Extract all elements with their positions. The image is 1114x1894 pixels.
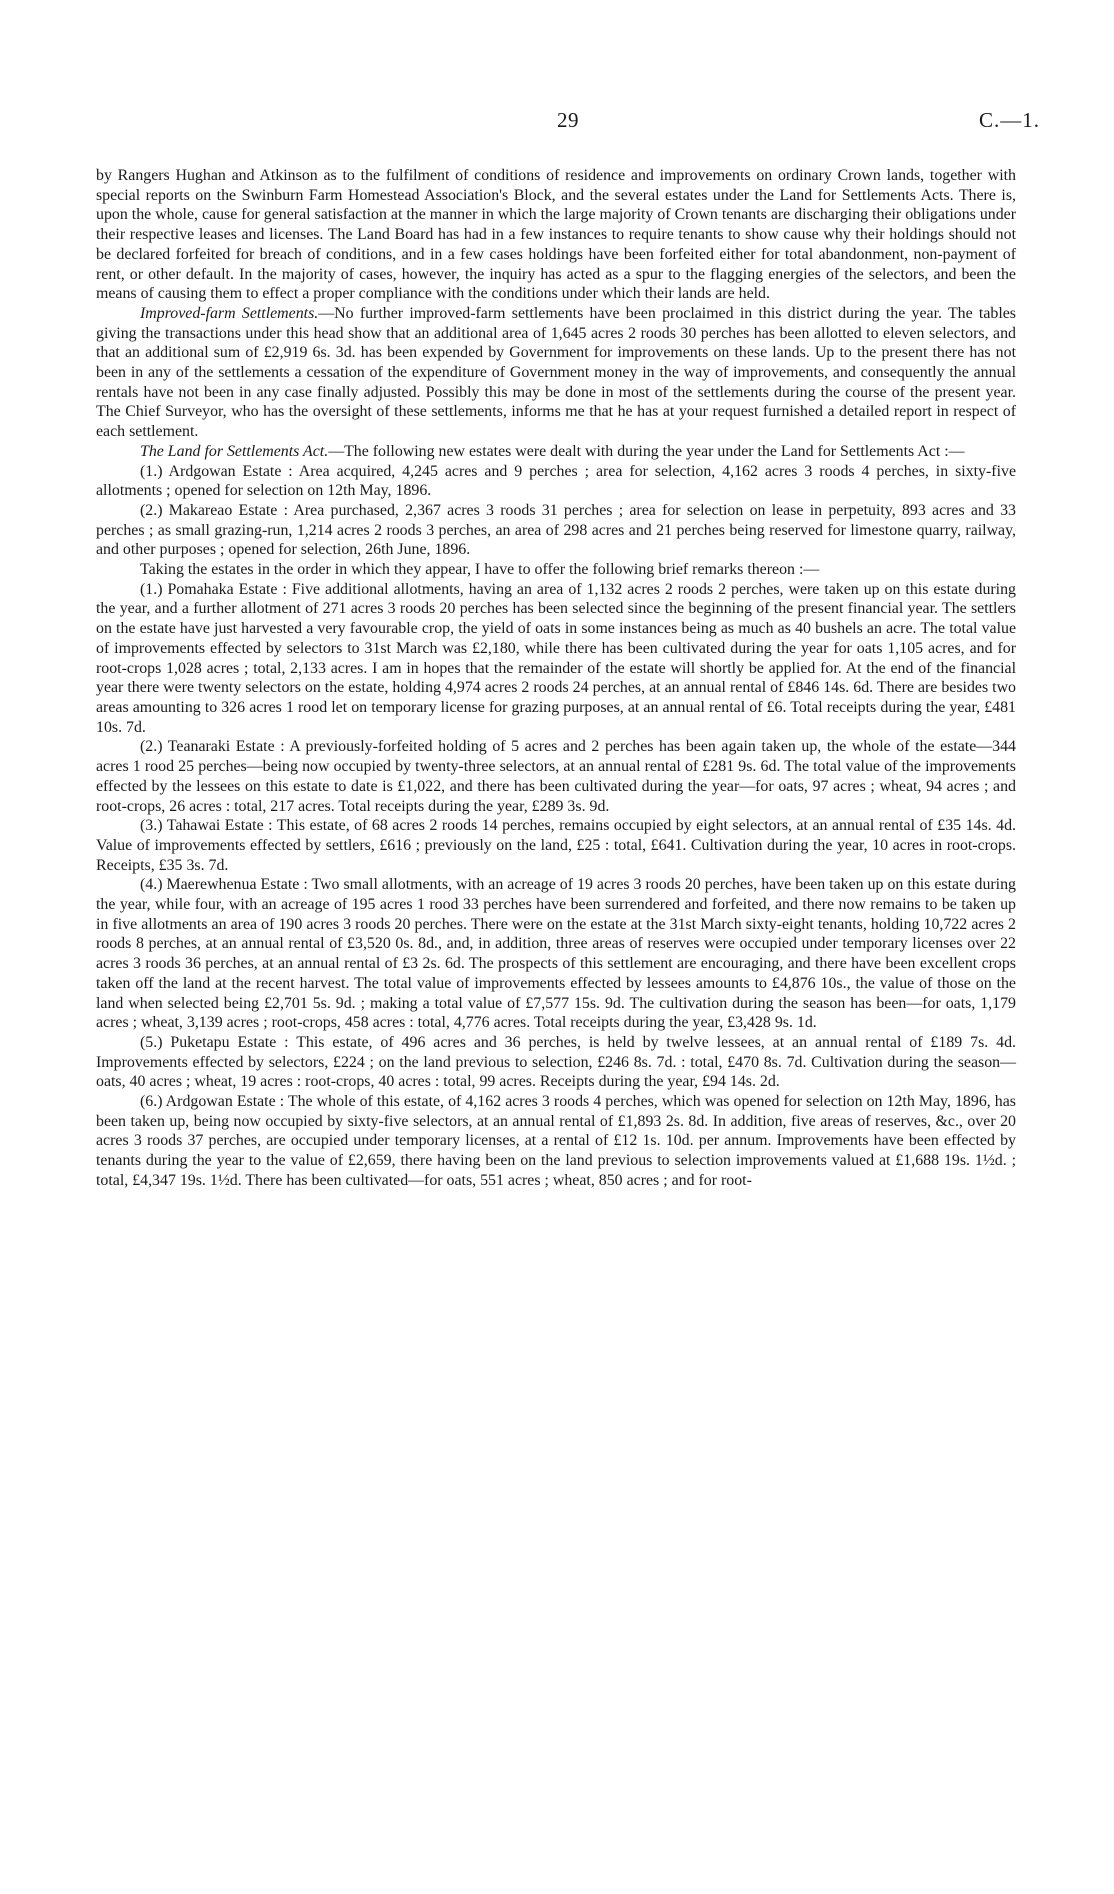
section-heading-improved-farm: Improved-farm Settlements. <box>140 304 319 322</box>
paragraph-land-settlements-text: —The following new estates were dealt with during the year under the Land for Settlements Act :— <box>328 442 965 460</box>
list-item-maerewhenua: (4.) Maerewhenua Estate : Two small allotments, with an acreage of 19 acres 3 roods 20 perches, have been taken up on this estate during the year, while four, with an acreage of 195 acres 1 rood 33 perches have been surrendered and forfeited, and there now remains to be taken up in five allotments an area of 190 acres 3 roods 20 perches. There were on the estate at the 31st March sixty-eight tenants, holding 10,722 acres 2 roods 8 perches, at an annual rental of £3,520 0s. 8d., and, in addition, three areas of reserves were occupied under temporary licenses over 22 acres 3 roods 36 perches, at an annual rental of £3 2s. 6d. The prospects of this settlement are encouraging, and there have been excellent crops taken off the land at the recent harvest. The total value of improvements effected by lessees amounts to £4,876 10s., the value of those on the land when selected being £2,701 5s. 9d. ; making a total value of £7,577 15s. 9d. The cultivation during the season has been—for oats, 1,179 acres ; wheat, 3,139 acres ; root-crops, 458 acres : total, 4,776 acres. Total receipts during the year, £3,428 9s. 1d. <box>96 876 1016 1032</box>
list-item-puketapu: (5.) Puketapu Estate : This estate, of 496 acres and 36 perches, is held by twelve lessees, at an annual rental of £189 7s. 4d. Improvements effected by selectors, £224 ; on the land previous to selection, £246 8s. 7d. : total, £470 8s. 7d. Cultivation during the season—oats, 40 acres ; wheat, 19 acres : root-crops, 40 acres : total, 99 acres. Receipts during the year, £94 14s. 2d. <box>96 1033 1016 1091</box>
list-item-makareao-new: (2.) Makareao Estate : Area purchased, 2,367 acres 3 roods 31 perches ; area for selection on lease in perpetuity, 893 acres and 33 perches ; as small grazing-run, 1,214 acres 2 roods 3 perches, an area of 298 acres and 21 perches being reserved for limestone quarry, railway, and other purposes ; opened for selection, 26th June, 1896. <box>96 501 1016 559</box>
list-item-ardgowan-new: (1.) Ardgowan Estate : Area acquired, 4,245 acres and 9 perches ; area for selection, 4,162 acres 3 roods 4 perches, in sixty-five allotments ; opened for selection on 12th May, 1896. <box>96 462 1016 500</box>
page-header <box>96 108 1040 136</box>
paragraph-remarks-intro: Taking the estates in the order in which they appear, I have to offer the following brief remarks thereon :— <box>140 561 820 579</box>
section-heading-land-settlements: The Land for Settlements Act. <box>140 442 329 460</box>
page-number: 29 <box>557 108 579 132</box>
list-item-pomahaka: (1.) Pomahaka Estate : Five additional allotments, having an area of 1,132 acres 2 roods 2 perches, were taken up on this estate during the year, and a further allotment of 271 acres 3 roods 20 perches has been selected since the beginning of the present financial year. The settlers on the estate have just harvested a very favourable crop, the yield of oats in some instances being as much as 40 bushels an acre. The total value of improvements effected by selectors to 31st March was £2,180, while there has been cultivated during the year for oats 1,105 acres, and for root-crops 1,028 acres ; total, 2,133 acres. I am in hopes that the remainder of the estate will shortly be applied for. At the end of the financial year there were twenty selectors on the estate, holding 4,974 acres 2 roods 24 perches, at an annual rental of £846 14s. 6d. There are besides two areas amounting to 326 acres 1 rood let on temporary license for grazing purposes, at an annual rental of £6. Total receipts during the year, £481 10s. 7d. <box>96 580 1016 736</box>
body-text <box>96 166 1016 1191</box>
paragraph-land-settlements-act <box>96 442 1016 462</box>
list-item-ardgowan-remarks: (6.) Ardgowan Estate : The whole of this estate, of 4,162 acres 3 roods 4 perches, which was opened for selection on 12th May, 1896, has been taken up, being now occupied by sixty-five selectors, at an annual rental of £1,893 2s. 8d. In addition, five areas of reserves, &c., over 20 acres 3 roods 37 perches, are occupied under temporary licenses, at a rental of £12 1s. 10d. per annum. Improvements have been effected by tenants during the year to the value of £2,659, there having been on the land previous to selection improvements valued at £1,688 19s. 1½d. ; total, £4,347 19s. 1½d. There has been cultivated—for oats, 551 acres ; wheat, 850 acres ; and for root- <box>96 1093 1016 1189</box>
list-item-teanaraki: (2.) Teanaraki Estate : A previously-forfeited holding of 5 acres and 2 perches has been again taken up, the whole of the estate—344 acres 1 rood 25 perches—being now occupied by twenty-three selectors, at an annual rental of £281 9s. 6d. The total value of the improvements effected by the lessees on this estate to date is £1,022, and there has been cultivated during the year—for oats, 97 acres ; wheat, 94 acres ; and root-crops, 26 acres : total, 217 acres. Total receipts during the year, £289 3s. 9d. <box>96 738 1016 815</box>
paragraph-improved-farm <box>96 304 1016 442</box>
paragraph-improved-farm-text: —No further improved-farm settlements have been proclaimed in this district during the year. The tables giving the transactions under this head show that an additional area of 1,645 acres 2 roods 30 perches has been allotted to eleven selectors, and that an additional sum of £2,919 6s. 3d. has been expended by Government for improvements on these lands. Up to the present there has not been in any of the settlements a cessation of the expenditure of Government money in the way of improvements, and consequently the annual rentals have not been in any case finally adjusted. Possibly this may be done in most of the settlements during the course of the present year. The Chief Surveyor, who has the oversight of these settlements, informs me that he has at your request furnished a detailed report in respect of each settlement. <box>96 304 1016 441</box>
paragraph-rangers-report: by Rangers Hughan and Atkinson as to the fulfilment of conditions of residence and improvements on ordinary Crown lands, together with special reports on the Swinburn Farm Homestead Association's Block, and the several estates under the Land for Settlements Acts. There is, upon the whole, cause for general satisfaction at the manner in which the large majority of Crown tenants are discharging their obligations under their respective leases and licenses. The Land Board has had in a few instances to require tenants to show cause why their holdings should not be declared forfeited for breach of conditions, and in a few cases holdings have been forfeited either for total abandonment, non-payment of rent, or other default. In the majority of cases, however, the inquiry has acted as a spur to the flagging energies of the selectors, and been the means of causing them to effect a proper compliance with the conditions under which their lands are held. <box>96 167 1016 303</box>
list-item-tahawai: (3.) Tahawai Estate : This estate, of 68 acres 2 roods 14 perches, remains occupied by eight selectors, at an annual rental of £35 14s. 4d. Value of improvements effected by settlers, £616 ; previously on the land, £25 : total, £641. Cultivation during the year, 10 acres in root-crops. Receipts, £35 3s. 7d. <box>96 817 1016 874</box>
document-reference: C.—1. <box>978 108 1040 132</box>
